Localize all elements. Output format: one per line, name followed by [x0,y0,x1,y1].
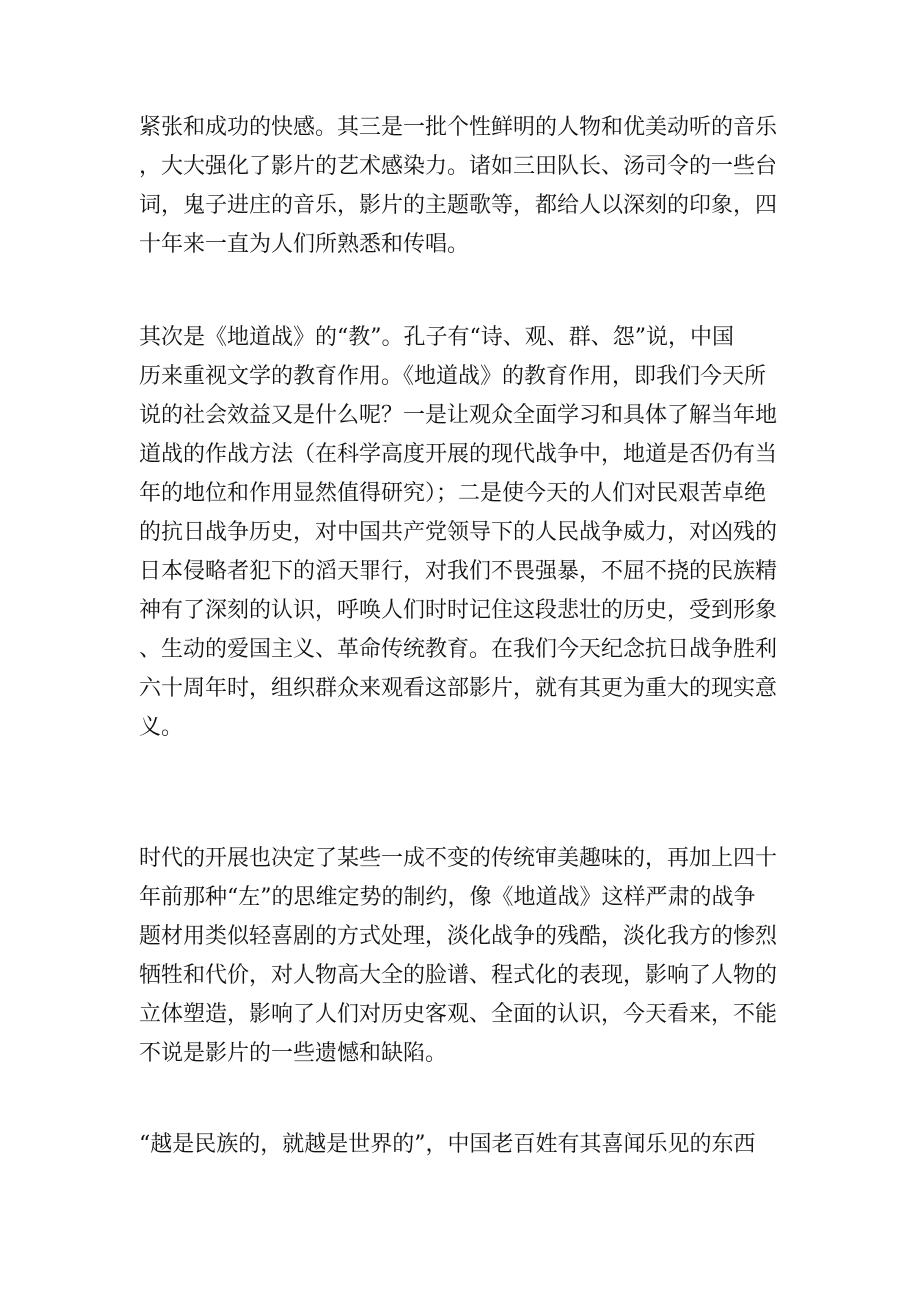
text-line: 六十周年时，组织群众来观看这部影片，就有其更为重大的现实意 [139,676,778,701]
text-line: 的抗日战争历史，对中国共产党领导下的人民战争威力，对凶残的 [139,520,778,545]
text-line: 立体塑造，影响了人们对历史客观、全面的认识，今天看来，不能 [139,1002,778,1027]
text-line: 道战的作战方法（在科学高度开展的现代战争中，地道是否仍有当 [139,442,778,467]
text-line: 、生动的爱国主义、革命传统教育。在我们今天纪念抗日战争胜利 [139,637,778,662]
paragraph-1 [139,108,779,264]
paragraph-4 [139,1125,779,1164]
text-line: 说的社会效益又是什么呢？一是让观众全面学习和具体了解当年地 [139,403,778,428]
text-line: 年前那种“左”的思维定势的制约，像《地道战》这样严肃的战争 [139,885,756,910]
text-line: ，大大强化了影片的艺术感染力。诸如三田队长、汤司令的一些台 [139,154,778,179]
text-line: 其次是《地道战》的“教”。孔子有“诗、观、群、怨”说，中国 [139,325,734,350]
text-line: 日本侵略者犯下的滔天罪行，对我们不畏强暴，不屈不挠的民族精 [139,559,778,584]
text-line: 历来重视文学的教育作用。《地道战》的教育作用，即我们今天所 [139,364,767,389]
text-line: 年的地位和作用显然值得研究）；二是使今天的人们对民艰苦卓绝 [139,481,767,506]
text-line: 紧张和成功的快感。其三是一批个性鲜明的人物和优美动听的音乐 [139,115,778,140]
text-line: 义。 [139,715,184,740]
paragraph-3 [139,839,779,1073]
text-line: 题材用类似轻喜剧的方式处理，淡化战争的残酷，淡化我方的惨烈 [139,924,778,949]
paragraph-2 [139,318,779,747]
text-line: 十年来一直为人们所熟悉和传唱。 [139,232,470,257]
text-line: 时代的开展也决定了某些一成不变的传统审美趣味的，再加上四十 [139,846,778,871]
text-line: “越是民族的，就越是世界的”，中国老百姓有其喜闻乐见的东西 [139,1132,756,1157]
text-line: 不说是影片的一些遗憾和缺陷。 [139,1041,448,1066]
text-line: 神有了深刻的认识，呼唤人们时时记住这段悲壮的历史，受到形象 [139,598,778,623]
text-line: 牺牲和代价，对人物高大全的脸谱、程式化的表现，影响了人物的 [139,963,778,988]
text-line: 词，鬼子进庄的音乐，影片的主题歌等，都给人以深刻的印象，四 [139,193,778,218]
